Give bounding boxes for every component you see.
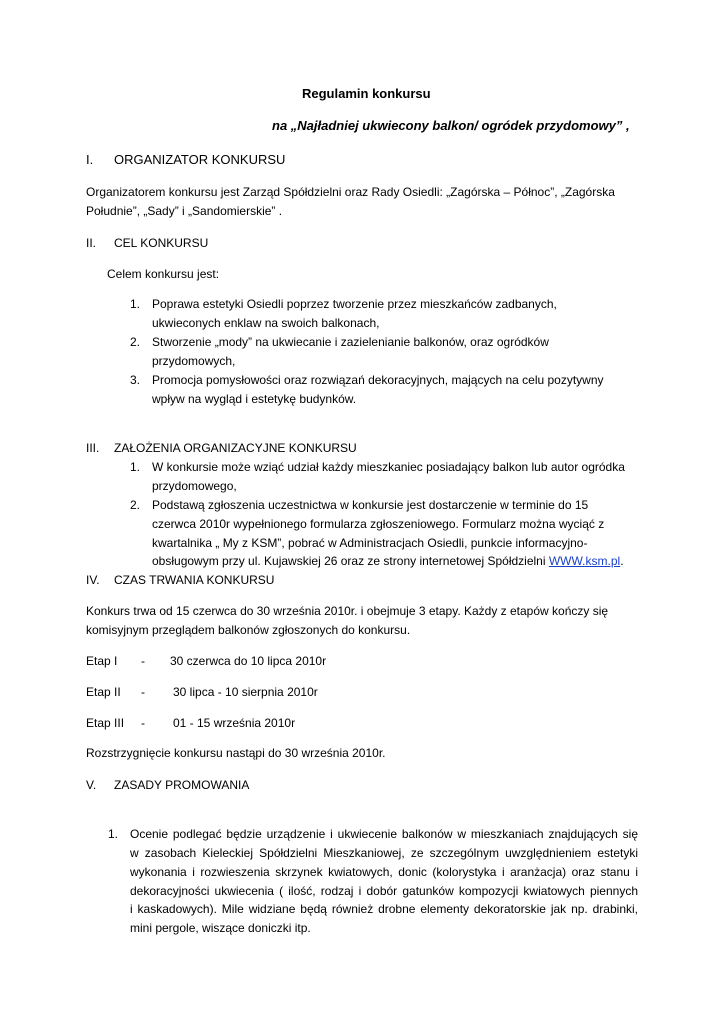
list-item-text: mini pergole, wiszące doniczki itp.: [130, 921, 311, 935]
section-5-heading: ZASADY PROMOWANIA: [114, 778, 250, 792]
list-item-number: 1.: [130, 460, 141, 474]
stage-label: Etap II: [86, 685, 121, 699]
list-item-text-segment: .: [620, 554, 624, 568]
page-title: Regulamin konkursu: [302, 86, 431, 101]
section-4-paragraph-line: Konkurs trwa od 15 czerwca do 30 września 2010r. i obejmuje 3 etapy. Każdy z etapów kończy się: [86, 604, 609, 618]
list-item-text: przydomowego,: [152, 479, 237, 493]
list-item-text: w zasobach Kieleckiej Spółdzielni Mieszkaniowej, ze szczególnym uwzględnieniem estetyki: [130, 846, 638, 860]
list-item-text: Podstawą zgłoszenia uczestnictwa w konkursie jest dostarczenie w terminie do 15: [152, 498, 589, 512]
section-1-number: I.: [86, 152, 94, 167]
list-item-text: wpływ na wygląd i estetykę budynków.: [152, 392, 357, 406]
list-item-text: Promocja pomysłowości oraz rozwiązań dekoracyjnych, mających na celu pozytywny: [152, 373, 604, 387]
list-item-text: W konkursie może wziąć udział każdy mieszkaniec posiadający balkon lub autor ogródka: [152, 460, 625, 474]
resolution-date: Rozstrzygnięcie konkursu nastąpi do 30 września 2010r.: [86, 746, 386, 760]
section-2-intro: Celem konkursu jest:: [107, 267, 220, 281]
stage-label: Etap III: [86, 716, 125, 730]
section-2-number: II.: [86, 236, 97, 250]
stage-dash: -: [141, 654, 145, 668]
ksm-website-link[interactable]: WWW.ksm.pl: [548, 554, 621, 568]
list-item-text: ukwieconych enklaw na swoich balkonach,: [152, 316, 380, 330]
stage-dates: 01 - 15 września 2010r: [173, 716, 296, 730]
list-item-text: [152, 553, 624, 569]
section-2-heading: CEL KONKURSU: [114, 236, 209, 250]
list-item-text: czerwca 2010r wypełnionego formularza zgłoszeniowego. Formularz można wyciąć z: [152, 517, 605, 531]
list-item-number: 1.: [108, 827, 119, 841]
list-item-text: dekoracyjności ukwiecenia ( ilość, rodzaj i dobór gatunków kompozycji kwiatowych piennych: [130, 884, 638, 898]
list-item-text: wykonania i rozwieszenia skrzynek kwiatowych, donic (kolorystyka i aranżacja) oraz stanu i: [130, 865, 638, 879]
list-item-number: 1.: [130, 297, 141, 311]
section-1-paragraph-line: Południe”, „Sady” i „Sandomierskie” .: [86, 204, 283, 218]
list-item-text: kwartalnika „ My z KSM”, pobrać w Administracjach Osiedli, punkcie informacyjno-: [152, 536, 588, 550]
page-subtitle: na „Najładniej ukwiecony balkon/ ogródek przydomowy” ,: [272, 118, 630, 133]
stage-dates: 30 czerwca do 10 lipca 2010r: [170, 654, 327, 668]
stage-dash: -: [141, 685, 145, 699]
section-4-paragraph-line: komisyjnym przeglądem balkonów zgłoszonych do konkursu.: [86, 623, 411, 637]
list-item-text: przydomowych,: [152, 354, 236, 368]
list-item-text: i kaskadowych). Mile widziane będą również drobne elementy dekoratorskie jak np. drabinki,: [130, 902, 638, 916]
stage-label: Etap I: [86, 654, 118, 668]
section-4-number: IV.: [86, 573, 100, 587]
section-1-heading: ORGANIZATOR KONKURSU: [114, 152, 286, 167]
list-item-number: 2.: [130, 498, 141, 512]
list-item-number: 2.: [130, 335, 141, 349]
section-3-heading: ZAŁOŻENIA ORGANIZACYJNE KONKURSU: [114, 441, 357, 455]
list-item-text-segment: obsługowym przy ul. Kujawskiej 26 oraz ze strony internetowej Spółdzielni: [152, 554, 549, 568]
list-item-text: Stworzenie „mody” na ukwiecanie i zazielenianie balkonów, oraz ogródków: [152, 335, 549, 349]
section-3-number: III.: [86, 441, 100, 455]
stage-dates: 30 lipca - 10 sierpnia 2010r: [173, 685, 318, 699]
section-4-heading: CZAS TRWANIA KONKURSU: [114, 573, 275, 587]
list-item-text: Ocenie podlegać będzie urządzenie i ukwiecenie balkonów w mieszkaniach znajdujących się: [130, 827, 638, 841]
list-item-number: 3.: [130, 373, 141, 387]
stage-dash: -: [141, 716, 145, 730]
section-5-number: V.: [86, 778, 97, 792]
list-item-text: Poprawa estetyki Osiedli poprzez tworzenie przez mieszkańców zadbanych,: [152, 297, 557, 311]
section-1-paragraph-line: Organizatorem konkursu jest Zarząd Spółdzielni oraz Rady Osiedli: „Zagórska – Północ”, „Zagórska: [86, 185, 615, 199]
